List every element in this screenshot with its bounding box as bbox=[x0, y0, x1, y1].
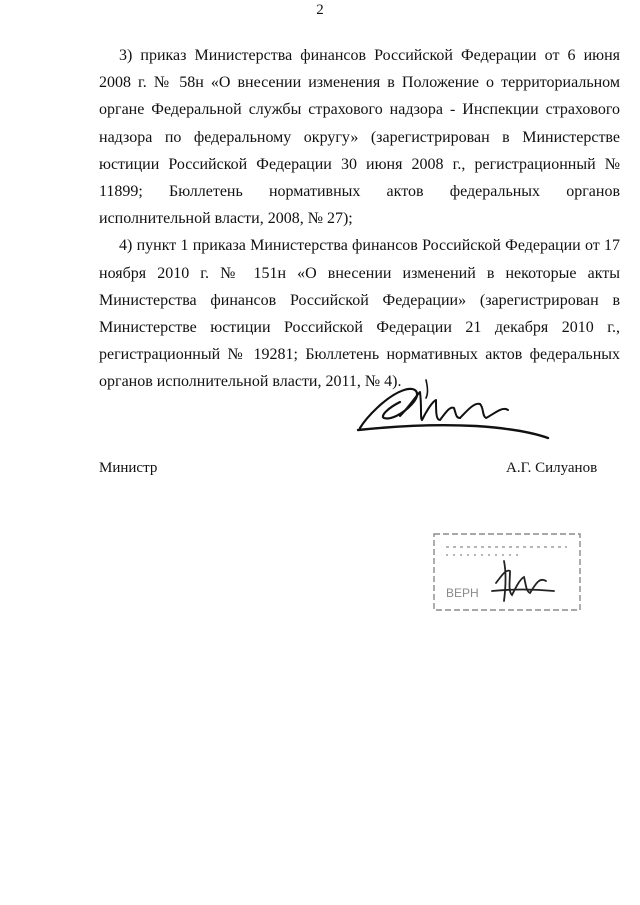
stamp-text: ВЕРН bbox=[446, 586, 479, 600]
verification-stamp-image bbox=[432, 531, 582, 613]
signoff-title: Министр bbox=[99, 460, 158, 476]
paragraph-item-3: 3) приказ Министерства финансов Российской Федерации от 6 июня 2008 г. № 58н «О внесении изменения в Положение о территориальном органе Федеральной службы страхового надзора - Инспекции страхового надзора по федеральному округу» (зарегистрирован в Министерстве юстиции Российской Федерации 30 июня 2008 г., регистрационный № 11899; Бюллетень нормативных актов федеральных органов исполнительной власти, 2008, № 27); bbox=[99, 47, 620, 228]
document-body bbox=[99, 42, 620, 396]
signoff-name: А.Г. Силуанов bbox=[506, 460, 598, 476]
paragraph-item-4: 4) пункт 1 приказа Министерства финансов Российской Федерации от 17 ноября 2010 г. № 151н «О внесении изменений в некоторые акты Министерства финансов Российской Федерации» (зарегистрирован в Министерстве юстиции Российской Федерации 21 декабря 2010 г., регистрационный № 19281; Бюллетень нормативных актов федеральных органов исполнительной власти, 2011, № 4). bbox=[99, 237, 620, 391]
signature-image bbox=[356, 368, 556, 460]
page-number: 2 bbox=[316, 2, 324, 18]
